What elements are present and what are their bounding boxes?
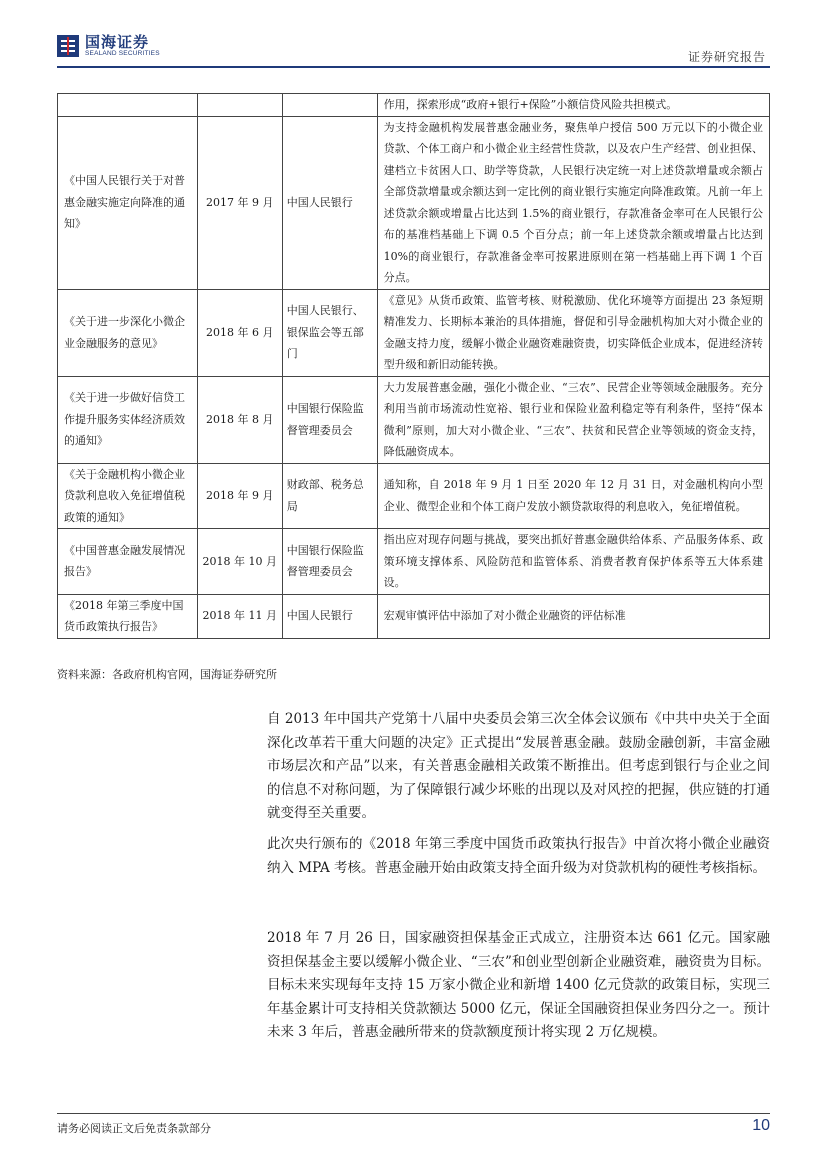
policy-content-cell: 大力发展普惠金融，强化小微企业、“三农”、民营企业等领域金融服务。充分利用当前市场流动性宽裕、银行业和保险业盈利稳定等有利条件，坚持“保本微利”原则，加大对小微企业、“三农”、扶贫和民营企业等领域的资金支持，降低融资成本。 (377, 376, 769, 463)
policy-content-cell: 通知称，自 2018 年 9 月 1 日至 2020 年 12 月 31 日，对金融机构向小型企业、微型企业和个体工商户发放小额贷款取得的利息收入，免征增值税。 (377, 463, 769, 529)
policy-content-cell: 为支持金融机构发展普惠金融业务，聚焦单户授信 500 万元以下的小微企业贷款、个体工商户和小微企业主经营性贷款，以及农户生产经营、创业担保、建档立卡贫困人口、助学等贷款，人民银行决定统一对上述贷款增量或余额占全部贷款增量或余额达到一定比例的商业银行实施定向降准政策。凡前一年上述贷款余额或增量占比达到 1.5%的商业银行，存款准备金率可在人民银行公布的基准档基础上下调 0.5 个百分点；前一年上述贷款余额或增量占比达到 10%的商业银行，存款准备金率可按累进原则在第一档基础上再下调 1 个百分点。 (377, 116, 769, 289)
policy-date-cell: 2018 年 8 月 (197, 376, 282, 463)
table-row (58, 529, 770, 595)
company-logo (57, 33, 160, 59)
policy-issuer-cell: 中国人民银行 (282, 116, 377, 289)
table-row (58, 376, 770, 463)
table-row (58, 94, 770, 117)
page-number: 10 (752, 1117, 770, 1134)
policy-content-cell: 宏观审慎评估中添加了对小微企业融资的评估标准 (377, 594, 769, 638)
policy-content-cell: 《意见》从货币政策、监管考核、财税激励、优化环境等方面提出 23 条短期精准发力、长期标本兼治的具体措施，督促和引导金融机构加大对小微企业的金融支持力度，缓解小微企业融资难融资贵，切实降低企业成本，促进经济转型升级和新旧动能转换。 (377, 289, 769, 376)
policy-name-cell: 《中国人民银行关于对普惠金融实施定向降准的通知》 (58, 116, 198, 289)
page-header (0, 0, 827, 70)
policy-name-cell (58, 94, 198, 117)
logo-chinese-name: 国海证券 (85, 33, 150, 51)
policy-date-cell (197, 94, 282, 117)
body-paragraph: 此次央行颁布的《2018 年第三季度中国货币政策执行报告》中首次将小微企业融资纳入 MPA 考核。普惠金融开始由政策支持全面升级为对贷款机构的硬性考核指标。 (267, 836, 770, 876)
body-paragraph: 2018 年 7 月 26 日，国家融资担保基金正式成立，注册资本达 661 亿元。国家融资担保基金主要以缓解小微企业、“三农”和创业型创新企业融资难，融资贵为目标。目标未来实现每年支持 15 万家小微企业和新增 1400 亿元贷款的政策目标，实现三年基金累计可支持相关贷款额达 5000 亿元，保证全国融资担保业务四分之一。预计未来 3 年后，普惠金融所带来的贷款额度预计将实现 2 万亿规模。 (267, 930, 770, 1040)
table-row (58, 594, 770, 638)
logo-english-name: SEALAND SECURITIES (85, 50, 160, 57)
policy-issuer-cell: 中国银行保险监督管理委员会 (282, 376, 377, 463)
policy-name-cell: 《关于金融机构小微企业贷款利息收入免征增值税政策的通知》 (58, 463, 198, 529)
policy-name-cell: 《中国普惠金融发展情况报告》 (58, 529, 198, 595)
table-row (58, 289, 770, 376)
policy-date-cell: 2018 年 11 月 (197, 594, 282, 638)
policy-date-cell: 2018 年 10 月 (197, 529, 282, 595)
table-row (58, 463, 770, 529)
report-type-label: 证券研究报告 (687, 50, 766, 64)
table-row (58, 116, 770, 289)
policy-content-cell: 指出应对现存问题与挑战，要突出抓好普惠金融供给体系、产品服务体系、政策环境支撑体系、风险防范和监管体系、消费者教育保护体系等五大体系建设。 (377, 529, 769, 595)
policy-date-cell: 2018 年 6 月 (197, 289, 282, 376)
policy-issuer-cell: 中国人民银行 (282, 594, 377, 638)
policy-name-cell: 《关于进一步深化小微企业金融服务的意见》 (58, 289, 198, 376)
policy-date-cell: 2018 年 9 月 (197, 463, 282, 529)
policy-issuer-cell (282, 94, 377, 117)
policy-issuer-cell: 财政部、税务总局 (282, 463, 377, 529)
policy-name-cell: 《2018 年第三季度中国货币政策执行报告》 (58, 594, 198, 638)
policy-date-cell: 2017 年 9 月 (197, 116, 282, 289)
disclaimer-note: 请务必阅读正文后免责条款部分 (57, 1122, 211, 1135)
policy-issuer-cell: 中国人民银行、银保监会等五部门 (282, 289, 377, 376)
header-divider (57, 66, 770, 68)
body-paragraph: 自 2013 年中国共产党第十八届中央委员会第三次全体会议颁布《中共中央关于全面深化改革若干重大问题的决定》正式提出“发展普惠金融。鼓励金融创新，丰富金融市场层次和产品”以来，有关普惠金融相关政策不断推出。但考虑到银行与企业之间的信息不对称问题，为了保障银行减少坏账的出现以及对风控的把握，供应链的打通就变得至关重要。 (267, 711, 770, 821)
policy-content-cell: 作用，探索形成“政府+银行+保险”小额信贷风险共担模式。 (377, 94, 769, 117)
policy-issuer-cell: 中国银行保险监督管理委员会 (282, 529, 377, 595)
data-source-note: 资料来源：各政府机构官网，国海证券研究所 (57, 668, 277, 681)
policy-table (57, 93, 770, 639)
sealand-logo-icon (57, 33, 79, 59)
footer-divider (57, 1113, 770, 1114)
policy-name-cell: 《关于进一步做好信贷工作提升服务实体经济质效的通知》 (58, 376, 198, 463)
